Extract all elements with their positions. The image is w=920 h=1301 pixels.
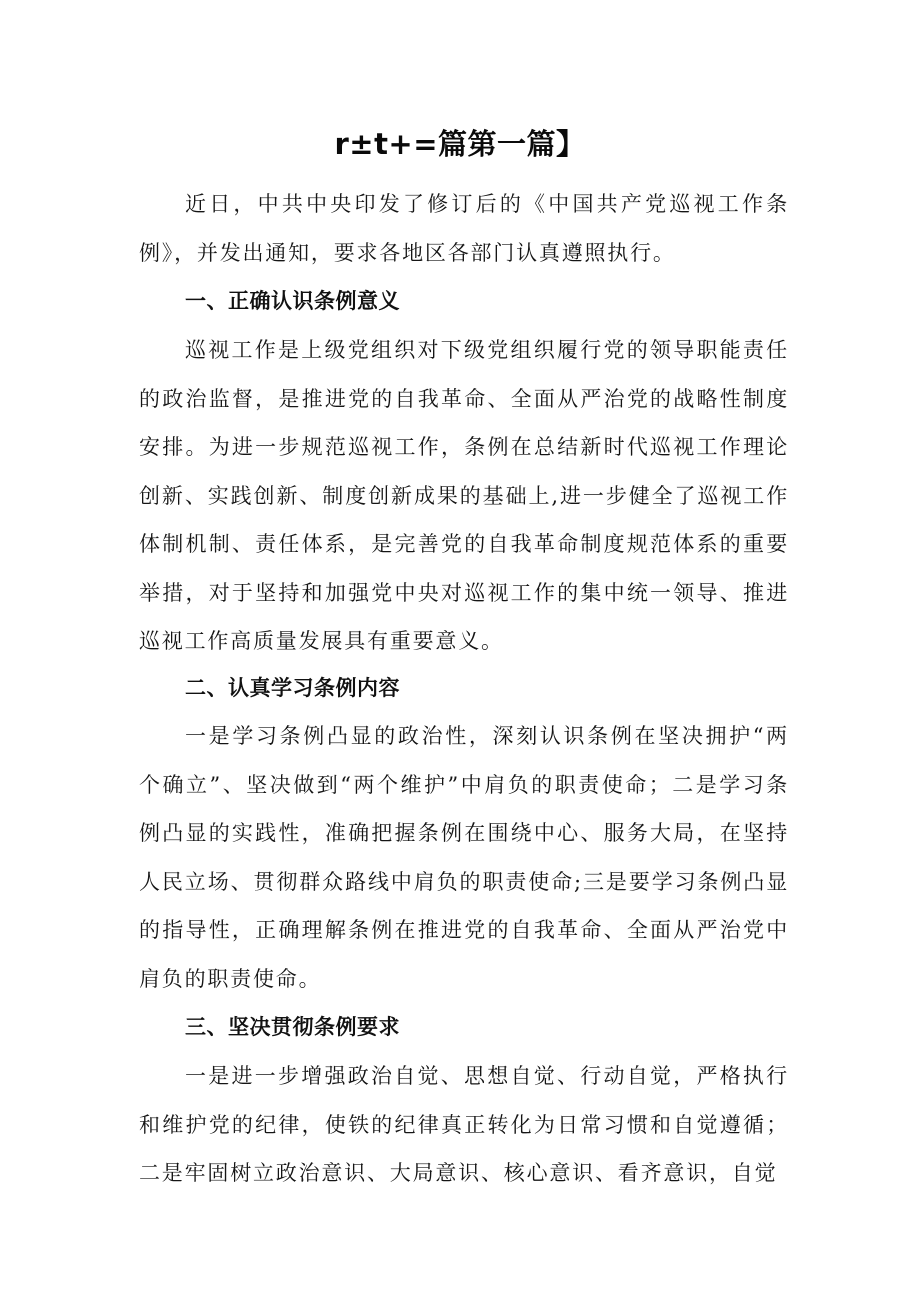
- section-1: [139, 286, 789, 316]
- section-1-body: [139, 326, 789, 666]
- section-1-heading: 一、正确认识条例意义: [185, 289, 400, 313]
- section-2-paragraph: 一是学习条例凸显的政治性，深刻认识条例在坚决拥护“两个确立”、坚决做到“两个维护”中肩负的职责使命；二是学习条例凸显的实践性，准确把握条例在围绕中心、服务大局，在坚持人民立场、贯彻群众路线中肩负的职责使命;三是要学习条例凸显的指导性，正确理解条例在推进党的自我革命、全面从严治党中肩负的职责使命。: [139, 724, 789, 991]
- section-2-heading: 二、认真学习条例内容: [185, 676, 400, 700]
- intro-block: [139, 180, 789, 277]
- section-2: [139, 673, 789, 703]
- section-3-heading: 三、坚决贯彻条例要求: [185, 1015, 400, 1039]
- section-3-paragraph: 一是进一步增强政治自觉、思想自觉、行动自觉，严格执行和维护党的纪律，使铁的纪律真正转化为日常习惯和自觉遵循；二是牢固树立政治意识、大局意识、核心意识、看齐意识，自觉: [139, 1064, 789, 1185]
- document-title: r±t+=篇第一篇】: [334, 127, 586, 161]
- section-3-body: [139, 1052, 789, 1198]
- section-1-paragraph: 巡视工作是上级党组织对下级党组织履行党的领导职能责任的政治监督，是推进党的自我革命、全面从严治党的战略性制度安排。为进一步规范巡视工作，条例在总结新时代巡视工作理论创新、实践创新、制度创新成果的基础上,进一步健全了巡视工作体制机制、责任体系，是完善党的自我革命制度规范体系的重要举措，对于坚持和加强党中央对巡视工作的集中统一领导、推进巡视工作高质量发展具有重要意义。: [139, 338, 789, 653]
- section-2-body: [139, 712, 789, 1003]
- intro-paragraph: 近日，中共中央印发了修订后的《中国共产党巡视工作条例》，并发出通知，要求各地区各部门认真遵照执行。: [139, 192, 789, 265]
- section-3: [139, 1012, 789, 1042]
